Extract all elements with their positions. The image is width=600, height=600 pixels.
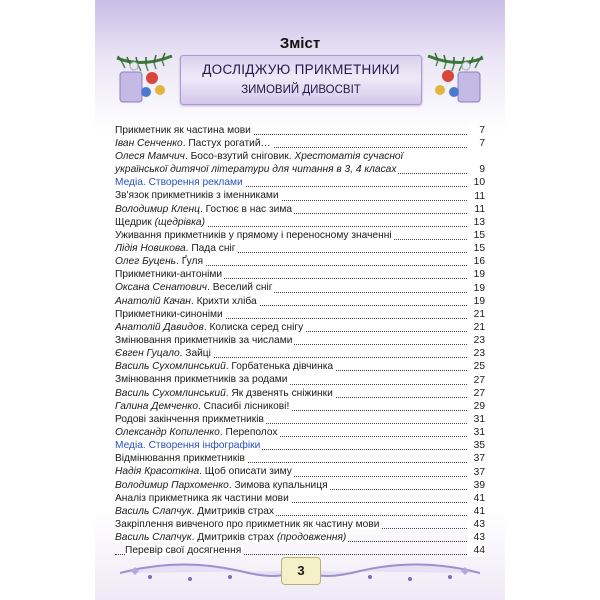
toc-page-number: 23: [467, 334, 485, 347]
toc-entry-note: (продовження): [276, 532, 347, 544]
toc-row: [115, 505, 485, 518]
toc-page-number: 37: [467, 466, 485, 479]
toc-page-number: 16: [467, 255, 485, 268]
toc-entry-title: Лідія Новикова: [115, 242, 186, 254]
toc-entry-title: Галина Демченко: [115, 400, 198, 412]
toc-page-number: 13: [467, 216, 485, 229]
toc-entry-title: Олеся Мамчич: [115, 151, 185, 163]
toc-entry-title: Василь Сухомлинський: [115, 387, 226, 399]
toc-entry-work: . Дмитриків страх: [191, 505, 275, 517]
toc-entry-work: . Веселий сніг: [207, 282, 273, 294]
toc-row: [115, 465, 485, 478]
toc-entry-title: Зв'язок прикметників з іменниками: [115, 190, 279, 202]
toc-page-number: 10: [467, 176, 485, 189]
toc-page-number: 35: [467, 439, 485, 452]
toc-row: [115, 334, 485, 347]
toc-entry-title: Змінювання прикметників за родами: [115, 374, 288, 386]
toc-page-number: 21: [467, 308, 485, 321]
toc-entry-title: Василь Сухомлинський: [115, 361, 226, 373]
toc-row: [115, 518, 485, 531]
toc-entry-title: Прикметники-синоніми: [115, 308, 223, 320]
toc-page-number: 25: [467, 360, 485, 373]
toc-entry-work: . Спасибі лісникові!: [198, 400, 290, 412]
toc-entry-work: . Ґуля: [176, 256, 204, 268]
toc-entry-work: . Як дзвенять сніжинки: [225, 387, 333, 399]
toc-row: [115, 189, 485, 202]
toc-entry-work: . Крихти хліба: [190, 295, 257, 307]
toc-page-number: 19: [467, 268, 485, 281]
toc-entry-work: . Колиска серед снігу: [203, 321, 304, 333]
toc-row: [115, 255, 485, 268]
toc-entry-title: Василь Слапчук: [115, 532, 192, 544]
toc-row: [115, 295, 485, 308]
toc-row: [115, 400, 485, 413]
toc-entry-work: . Пада сніг: [185, 242, 236, 254]
toc-entry-title: Медіа. Створення реклами: [115, 177, 243, 189]
toc-entry-title: Володимир Кленц: [115, 203, 200, 215]
toc-page-number: 44: [467, 544, 485, 557]
toc-entry-title: Василь Слапчук: [115, 505, 192, 517]
toc-page-number: 31: [467, 426, 485, 439]
section-banner: [180, 55, 422, 105]
toc-page-number: 11: [467, 190, 485, 203]
section-title: ДОСЛІДЖУЮ ПРИКМЕТНИКИ: [202, 62, 400, 77]
toc-page-number: 27: [467, 374, 485, 387]
toc-entry-work: . Дмитриків страх: [191, 532, 277, 544]
toc-row: [115, 387, 485, 400]
toc-page-number: 15: [467, 229, 485, 242]
toc-page-number: 23: [467, 347, 485, 360]
toc-entry-title: Олександр Копиленко: [115, 426, 220, 438]
page-number: 3: [281, 557, 321, 585]
toc-entry-title: Аналіз прикметника як частини мови: [115, 492, 289, 504]
toc-entry-title: Відмінювання прикметників: [115, 453, 245, 465]
toc-page-number: 39: [467, 479, 485, 492]
toc-page-number: 7: [467, 137, 485, 150]
toc-entry-title: Медіа. Створення інфографіки: [115, 440, 261, 452]
toc-row: [115, 176, 485, 189]
toc-entry-title: Уживання прикметників у прямому і переносному значенні: [115, 229, 392, 241]
toc-page-number: 43: [467, 518, 485, 531]
toc-entry-title: Олег Буцень: [115, 256, 177, 268]
toc-page-number: 15: [467, 242, 485, 255]
toc-row: [115, 308, 485, 321]
toc-entry-work: . Переполох: [219, 426, 278, 438]
christmas-branch-left-icon: [112, 48, 182, 108]
toc-entry-title: Іван Сенченко: [115, 138, 183, 150]
toc-entry-work: . Босо-взутий сніговик.: [184, 151, 295, 163]
toc-row: [115, 229, 485, 242]
section-subtitle: ЗИМОВИЙ ДИВОСВІТ: [241, 84, 361, 96]
toc-row: [115, 492, 485, 505]
toc-entry-title: Змінювання прикметників за числами: [115, 334, 293, 346]
toc-row: [115, 321, 485, 334]
toc-row: [115, 360, 485, 373]
toc-row: [115, 137, 485, 150]
toc-row: [115, 426, 485, 439]
toc-entry-title: Перевір свої досягнення: [125, 545, 242, 557]
toc-entry-title: Володимир Пархоменко: [115, 479, 229, 491]
page-title: Зміст: [279, 35, 321, 52]
toc-row: [115, 216, 485, 229]
toc-row: [115, 281, 485, 294]
toc-row: [115, 439, 485, 452]
toc-row: [115, 413, 485, 426]
toc-entry-work: . Зимова купальниця: [228, 479, 328, 491]
toc-row: [115, 242, 485, 255]
toc-entry-title: Закріплення вивченого про прикметник як частину мови: [115, 518, 380, 530]
toc-row: [115, 531, 485, 544]
toc-row: [115, 373, 485, 386]
toc-row: [115, 347, 485, 360]
toc-page-number: 19: [467, 282, 485, 295]
toc-entry-title: Євген Гуцало: [115, 348, 180, 360]
toc-row: [115, 452, 485, 465]
toc-entry-title: Анатолій Давидов: [115, 321, 204, 333]
toc-row: [115, 268, 485, 281]
toc-page-number: 43: [467, 531, 485, 544]
toc-entry-work: . Пастух рогатий…: [182, 138, 271, 150]
toc-entry-source: Хрестоматія сучасної української дитячої літератури для читання в 3, 4 класах: [115, 151, 403, 176]
toc-row: [115, 150, 485, 176]
toc-entry-title: Прикметники-антоніми: [115, 269, 223, 281]
toc-row: [115, 203, 485, 216]
toc-page-number: 9: [467, 163, 485, 176]
toc-entry-title: Надія Красоткіна: [115, 466, 200, 478]
toc-page-number: 31: [467, 413, 485, 426]
toc-entry-work: . Горбатенька дівчинка: [225, 361, 334, 373]
toc-entry-title: Оксана Сенатович: [115, 282, 208, 294]
toc-entry-title: Родові закінчення прикметників: [115, 413, 264, 425]
toc-row: [115, 124, 485, 137]
toc-entry-title: Щедрик: [115, 216, 152, 228]
toc-entry-title: Анатолій Качан: [115, 295, 191, 307]
toc-page-number: 41: [467, 492, 485, 505]
toc-page-number: 21: [467, 321, 485, 334]
toc-page-number: 11: [467, 203, 485, 216]
toc-page-number: 27: [467, 387, 485, 400]
table-of-contents: [115, 124, 485, 557]
christmas-branch-right-icon: [418, 48, 488, 108]
toc-entry-work: . Зайці: [179, 348, 211, 360]
toc-row: [115, 479, 485, 492]
toc-entry-work: . Щоб описати зиму: [199, 466, 292, 478]
toc-entry-work: . Гостює в нас зима: [199, 203, 293, 215]
toc-page-number: 41: [467, 505, 485, 518]
toc-entry-title: Прикметник як частина мови: [115, 125, 251, 136]
toc-page-number: 29: [467, 400, 485, 413]
toc-entry-work: (щедрівка): [151, 216, 205, 228]
toc-page-number: 37: [467, 452, 485, 465]
toc-page-number: 19: [467, 295, 485, 308]
toc-page-number: 7: [467, 124, 485, 137]
